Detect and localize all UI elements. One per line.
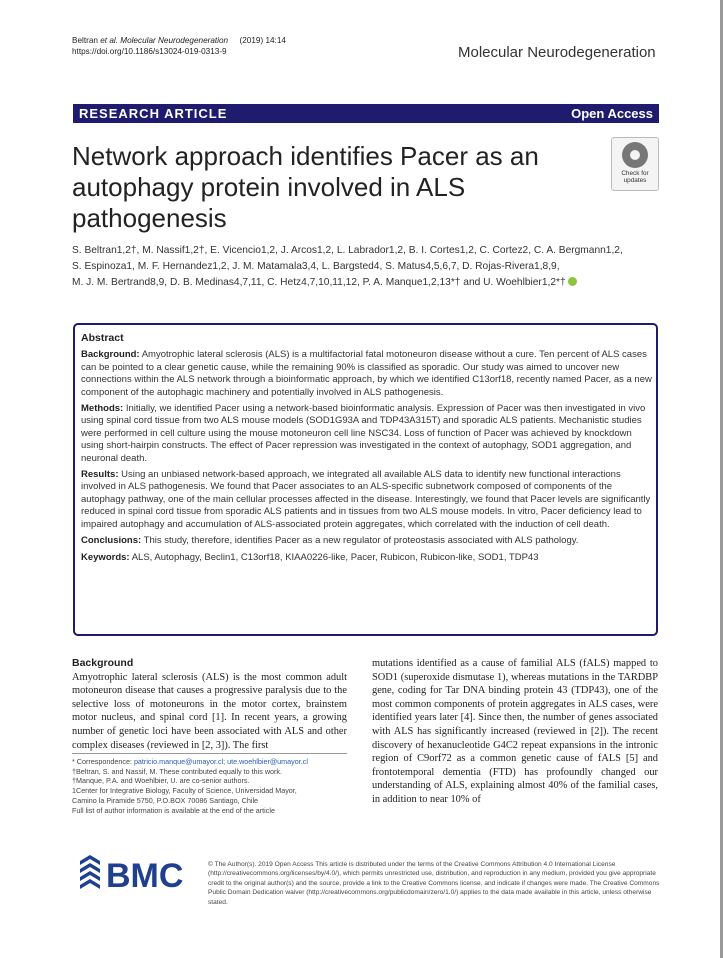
check-updates-line2: updates	[623, 177, 647, 184]
abstract-results	[81, 469, 652, 531]
author-line-3	[72, 275, 662, 291]
bmc-logo-text: BMC	[106, 857, 184, 895]
abstract-heading: Abstract	[81, 332, 124, 344]
footnote-affiliation-1: 1Center for Integrative Biology, Faculty of Science, Universidad Mayor,	[72, 786, 297, 796]
journal-name: Molecular Neurodegeneration	[458, 44, 656, 61]
footnote-more-info: Full list of author information is available at the end of the article	[72, 805, 275, 815]
abstract-box	[73, 323, 658, 636]
abstract-keywords-label: Keywords:	[81, 551, 130, 563]
abstract-conclusions-text: This study, therefore, identifies Pacer as a new regulator of proteostasis associated with ALS pathology.	[143, 535, 579, 547]
author-line-2: S. Espinoza1, M. F. Hernandez1,2, J. M. Matamala3,4, L. Bargsted4, S. Matus4,5,6,7, D. Rojas-Rivera1,8,9,	[72, 261, 560, 272]
abstract-methods-text: Initially, we identified Pacer using a network-based bioinformatic analysis. Expression of Pacer was then investigated in vivo using spinal cord tissue from two ALS mouse models (SOD1G93A and TDP43A315T) and sporadic ALS patients. Mechanistic studies were performed in cell culture using the mouse motoneuron cell line NSC34. Loss of function of Pacer was achieved by knockdown using short-hairpin constructs. The effect of Pacer repression was investigated in the context of autophagy, SOD1 aggregation, and neuronal death.	[81, 403, 646, 464]
body-column-right	[372, 657, 658, 807]
footnotes	[72, 757, 352, 815]
citation-journal: et al. Molecular Neurodegeneration	[100, 36, 229, 45]
abstract-background-label: Background:	[81, 349, 140, 361]
footnote-affiliation-2: Camino la Piramide 5750, P.O.BOX 70086 Santiago, Chile	[72, 795, 259, 805]
footnote-equal-contribution: †Beltran, S. and Nassif, M. These contributed equally to this work.	[72, 766, 283, 776]
abstract-results-label: Results:	[81, 469, 119, 481]
orcid-icon[interactable]	[568, 277, 577, 286]
abstract-results-text: Using an unbiased network-based approach, we integrated all available ALS data to identify new functional interactions involved in ALS pathogenesis. We found that Pacer associates to an ALS-specific subnetwork composed of components of the autophagy pathway, one of the main cellular processes affected in the disease. Interestingly, we found that Pacer levels are significantly reduced in spinal cord tissue from sporadic ALS patients and in tissues from two ALS mouse models. In vitro, Pacer deficiency lead to impaired autophagy and accumulation of ALS-associated protein aggregates, which correlated with the induction of cell death.	[81, 469, 651, 530]
citation-authors: Beltran	[72, 36, 101, 45]
doi-link[interactable]: https://doi.org/10.1186/s13024-019-0313-9	[72, 47, 227, 56]
bmc-logo-graphic	[78, 855, 206, 895]
footnote-divider	[72, 753, 347, 754]
author-line-1: S. Beltran1,2†, M. Nassif1,2†, E. Vicencio1,2, J. Arcos1,2, L. Labrador1,2, B. I. Cortes1,2, C. Cortez2, C. A. Bergmann1,2,	[72, 245, 623, 256]
abstract-conclusions-label: Conclusions:	[81, 535, 142, 547]
author-line-3-text: M. J. M. Bertrand8,9, D. B. Medinas4,7,11, C. Hetz4,7,10,11,12, P. A. Manque1,2,13*† and U. Woehlbier1,2*†	[72, 277, 566, 288]
body-text-left: Amyotrophic lateral sclerosis (ALS) is the most common adult motoneuron disease that causes a progressive paralysis due to the selective loss of motoneurons in the motor cortex, brainstem motor nucleus, and spinal cord [1]. In recent years, a growing number of genetic loci have been associated with ALS and other complex diseases (reviewed in [2, 3]). The first	[72, 671, 347, 751]
article-type-banner	[73, 104, 659, 123]
abstract-keywords-text: ALS, Autophagy, Beclin1, C13orf18, KIAA0226-like, Pacer, Rubicon, Rubicon-like, SOD1, TDP43	[131, 551, 539, 563]
correspondence-label: * Correspondence:	[72, 757, 134, 766]
article-type-label: RESEARCH ARTICLE	[79, 106, 228, 121]
section-heading-background: Background	[72, 657, 134, 669]
check-updates-line1: Check for	[621, 170, 649, 177]
abstract-keywords	[81, 552, 652, 564]
abstract-background	[81, 349, 652, 399]
citation-header	[72, 35, 286, 57]
bmc-logo	[78, 855, 206, 900]
license-text: © The Author(s). 2019 Open Access This article is distributed under the terms of the Creative Commons Attribution 4.0 International License (http://creativecommons.org/licenses/by/4.0/), which permits unrestricted use, distribution, and reproduction in any medium, provided you give appropriate credit to the original author(s) and the source, provide a link to the Creative Commons license, and indicate if changes were made. The Creative Commons Public Domain Dedication waiver (http://creativecommons.org/publicdomain/zero/1.0/) applies to the data made available in this article, unless otherwise stated.	[208, 861, 660, 906]
citation-line	[72, 35, 286, 46]
author-list	[72, 243, 662, 291]
citation-year: (2019) 14:14	[239, 36, 286, 45]
check-for-updates-badge[interactable]	[611, 137, 659, 191]
correspondence-emails[interactable]: patricio.manque@umayor.cl; ute.woehlbier@umayor.cl	[133, 757, 308, 766]
footnote-co-senior: †Manque, P.A. and Woehlbier, U. are co-senior authors.	[72, 776, 250, 786]
abstract-conclusions	[81, 535, 652, 547]
correspondence	[72, 757, 352, 767]
abstract-background-text: Amyotrophic lateral sclerosis (ALS) is a multifactorial fatal motoneuron disease without a cure. Ten percent of ALS cases can be pointed to a clear genetic cause, while the remaining 90% is classified as sporadic. Our study was aimed to uncover new connections within the ALS network through a bioinformatic approach, by which we identified C13orf18, recently named Pacer, as a new component of the autophagic machinery and potentially involved in ALS pathogenesis.	[81, 349, 652, 398]
body-text-right: mutations identified as a cause of familial ALS (fALS) mapped to SOD1 (superoxide dismutase 1), whereas mutations in the TARDBP gene, coding for Tar DNA binding protein 43 (TDP43), one of the most common components of protein aggregates in ALS cases, were identified years later [4]. Since then, the number of genes associated with ALS has significantly increased (reviewed in [2]). The recent discovery of hexanucleotide G4C2 repeat expansions in the intronic region of C9orf72 as a common genetic cause of fALS [5] and frontotemporal dementia (FTD) has profoundly changed our understanding of ALS, explaining almost 40% of the familial cases, in addition to near 10% of	[372, 658, 658, 805]
body-column-left	[72, 657, 347, 752]
article-title: Network approach identifies Pacer as an autophagy protein involved in ALS pathogenesis	[72, 141, 539, 233]
open-access-label: Open Access	[571, 106, 653, 121]
check-updates-icon	[622, 142, 648, 168]
abstract-methods	[81, 403, 652, 465]
abstract-methods-label: Methods:	[81, 403, 124, 415]
